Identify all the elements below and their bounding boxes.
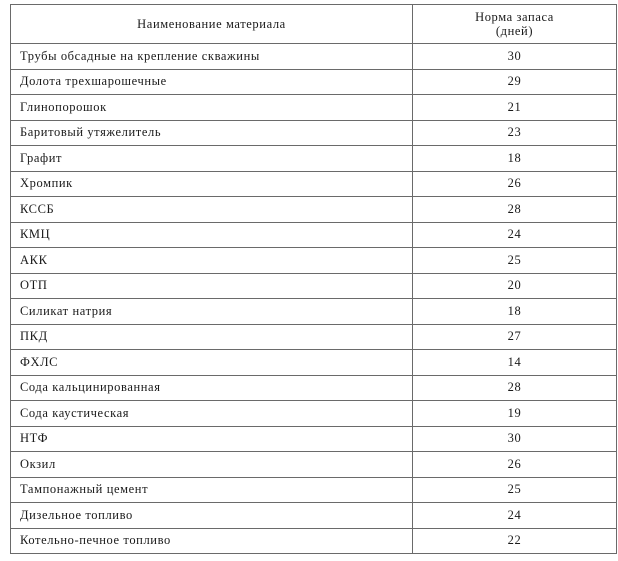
table-row (11, 324, 617, 350)
table-row (11, 503, 617, 529)
material-name-cell: Сода кальцинированная (11, 375, 413, 401)
materials-stock-table (10, 4, 617, 554)
table-row (11, 222, 617, 248)
stock-norm-cell: 28 (413, 197, 617, 223)
stock-norm-cell: 30 (413, 44, 617, 70)
table-row (11, 44, 617, 70)
stock-norm-cell: 23 (413, 120, 617, 146)
material-name-cell: Графит (11, 146, 413, 172)
stock-norm-cell: 24 (413, 222, 617, 248)
material-name-cell: Окзил (11, 452, 413, 478)
table-row (11, 426, 617, 452)
table-row (11, 120, 617, 146)
material-name-cell: КССБ (11, 197, 413, 223)
table-row (11, 197, 617, 223)
material-name-cell: Баритовый утяжелитель (11, 120, 413, 146)
table-row (11, 375, 617, 401)
material-name-cell: Силикат натрия (11, 299, 413, 325)
stock-norm-cell: 25 (413, 248, 617, 274)
stock-norm-cell: 30 (413, 426, 617, 452)
material-name-cell: НТФ (11, 426, 413, 452)
stock-norm-cell: 24 (413, 503, 617, 529)
table-row (11, 299, 617, 325)
stock-norm-cell: 29 (413, 69, 617, 95)
table-row (11, 452, 617, 478)
material-name-cell: Котельно-печное топливо (11, 528, 413, 554)
materials-table-container (10, 4, 616, 554)
table-row (11, 69, 617, 95)
material-name-cell: ФХЛС (11, 350, 413, 376)
stock-norm-cell: 20 (413, 273, 617, 299)
stock-norm-cell: 22 (413, 528, 617, 554)
stock-norm-cell: 18 (413, 299, 617, 325)
material-name-cell: Сода каустическая (11, 401, 413, 427)
stock-norm-cell: 25 (413, 477, 617, 503)
header-stock-norm (413, 5, 617, 44)
stock-norm-cell: 26 (413, 452, 617, 478)
table-row (11, 248, 617, 274)
stock-norm-cell: 21 (413, 95, 617, 121)
table-row (11, 95, 617, 121)
material-name-cell: Долота трехшарошечные (11, 69, 413, 95)
material-name-cell: АКК (11, 248, 413, 274)
table-header-row (11, 5, 617, 44)
material-name-cell: Трубы обсадные на крепление скважины (11, 44, 413, 70)
table-row (11, 171, 617, 197)
table-row (11, 350, 617, 376)
material-name-cell: Дизельное топливо (11, 503, 413, 529)
stock-norm-cell: 28 (413, 375, 617, 401)
stock-norm-cell: 27 (413, 324, 617, 350)
material-name-cell: ОТП (11, 273, 413, 299)
header-stock-norm-line1: Норма запаса (475, 10, 554, 24)
material-name-cell: ПКД (11, 324, 413, 350)
stock-norm-cell: 18 (413, 146, 617, 172)
stock-norm-cell: 26 (413, 171, 617, 197)
header-stock-norm-line2: (дней) (495, 24, 534, 38)
table-row (11, 273, 617, 299)
material-name-cell: Глинопорошок (11, 95, 413, 121)
table-row (11, 401, 617, 427)
header-material-name: Наименование материала (11, 5, 413, 44)
table-row (11, 477, 617, 503)
material-name-cell: КМЦ (11, 222, 413, 248)
table-row (11, 528, 617, 554)
stock-norm-cell: 19 (413, 401, 617, 427)
stock-norm-cell: 14 (413, 350, 617, 376)
material-name-cell: Хромпик (11, 171, 413, 197)
table-row (11, 146, 617, 172)
material-name-cell: Тампонажный цемент (11, 477, 413, 503)
